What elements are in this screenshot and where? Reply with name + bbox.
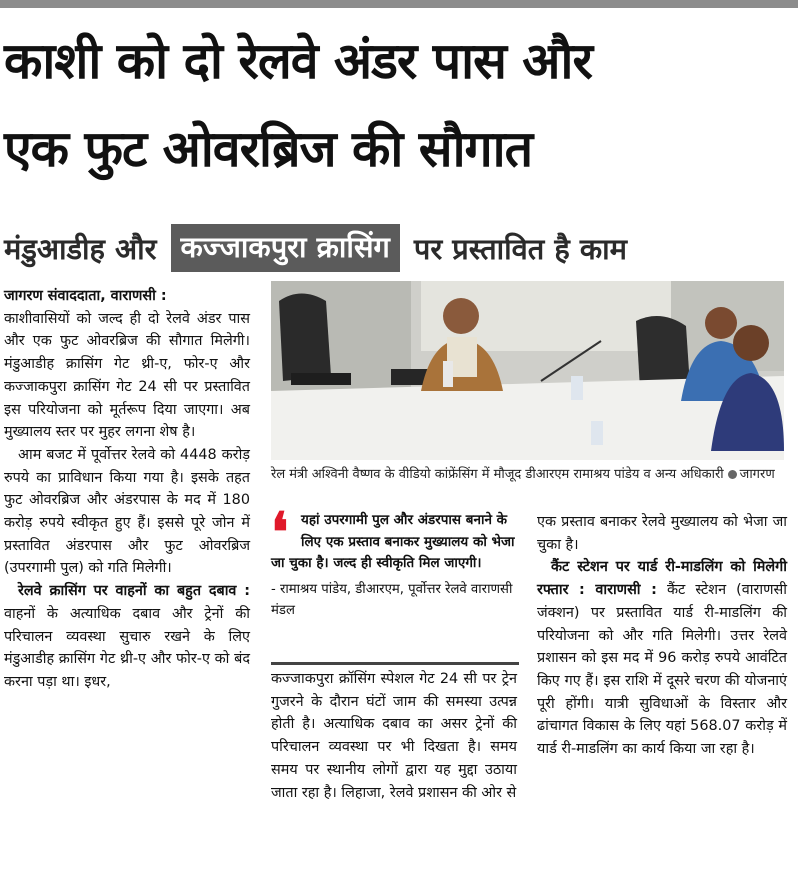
photo-caption-text: रेल मंत्री अश्विनी वैष्णव के वीडियो कांफ्रेंसिंग में मौजूद डीआरएम रामाश्रय पांडेय व अन्य अधिकारी [271,467,724,482]
col3-paragraph-2-body: कैंट स्टेशन (वाराणसी जंक्शन) पर प्रस्तावित यार्ड री-माडलिंग की परियोजना को और गति मिलेगी। उत्तर रेलवे प्रशासन को इस मद में 96 करोड़ रुपये आवंटित किए गए हैं। इस राशि में दूसरे चरण की योजनाएं पूरी होंगी। यात्री सुविधाओं के विस्तार और ढांचागत विकास के लिए यहां 568.07 करोड़ में यार्ड री-माडलिंग का कार्य किया जा रहा है। [537,582,787,758]
headline-line-2: एक फुट ओवरब्रिज की सौगात [4,120,533,178]
meeting-photo-illustration [271,281,784,460]
col1-paragraph-3-head: रेलवे क्रासिंग पर वाहनों का बहुत दबाव : [18,583,250,600]
subhead-after: पर प्रस्तावित है काम [413,231,628,266]
col3-paragraph-2 [537,556,787,760]
photo-caption [271,464,785,486]
col1-paragraph-2: आम बजट में पूर्वोत्तर रेलवे को 4448 करोड़ रुपये का प्राविधान किया गया है। इसके तहत फुट ओवरब्रिज और अंडरपास के मद में 180 करोड़ रुपये स्वीकृत हुए हैं। इससे पूरे जोन में प्रस्तावित अंडरपास और फुट ओवरब्रिज (उपरगामी पुल) को गति मिलेगी। [4,446,250,577]
quote-mark-icon: ❛ [271,500,289,564]
credit-dot-icon [728,470,737,479]
quote-divider [271,662,519,665]
byline: जागरण संवाददाता, वाराणसी : [4,288,167,304]
col3-paragraph-2-head: कैंट स्टेशन पर यार्ड री-माडलिंग को मिलेगी रफ्तार : वाराणसी : [537,559,787,599]
col1-paragraph-1: काशीवासियों को जल्द ही दो रेलवे अंडर पास और एक फुट ओवरब्रिज की सौगात मिलेगी। मंडुआडीह क्रासिंग गेट थ्री-ए, फोर-ए और कज्जाकपुरा क्रासिंग गेट 24 सी पर प्रस्तावित इस परियोजना को मूर्तरूप दिया जाएगा। अब मुख्यालय स्तर पर मुहर लगना शेष है। [4,310,250,441]
headline-line-1: काशी को दो रेलवे अंडर पास और [4,32,592,90]
pull-quote [271,500,519,622]
photo-credit: जागरण [739,467,775,482]
meeting-photo [271,281,784,460]
top-rule [0,0,798,8]
column-1 [4,285,250,694]
subhead-highlight: कज्जाकपुरा क्रासिंग [171,224,400,272]
subhead-before: मंडुआडीह और [4,231,157,266]
column-3 [537,511,787,761]
col3-paragraph-1: एक प्रस्ताव बनाकर रेलवे मुख्यालय को भेजा जा चुका है। [537,514,787,553]
col2-paragraph-1: कज्जाकपुरा क्रॉसिंग स्पेशल गेट 24 सी पर ट्रेन गुजरने के दौरान घंटों जाम की समस्या उत्पन्न होती है। अत्याधिक दबाव का असर ट्रेनों की परिचालन व्यवस्था पर भी दिखता है। समय समय पर स्थानीय लोगों द्वारा यह मुद्दा उठाया जाता रहा है। लिहाजा, रेलवे प्रशासन की ओर से [271,671,517,801]
col1-paragraph-3-body: वाहनों के अत्याधिक दबाव और ट्रेनों की परिचालन व्यवस्था सुचारु रखने के लिए मंडुआडीह क्रासिंग गेट थ्री-ए और फोर-ए को बंद करना पड़ा था। इधर, [4,605,250,690]
column-2 [271,668,517,804]
pull-quote-text: यहां उपरगामी पुल और अंडरपास बनाने के लिए एक प्रस्ताव बनाकर मुख्यालय को भेजा जा चुका है। जल्द ही स्वीकृति मिल जाएगी। [271,512,515,571]
pull-quote-attribution: - रामाश्रय पांडेय, डीआरएम, पूर्वोत्तर रेलवे वाराणसी मंडल [271,581,513,618]
col1-paragraph-3 [4,580,250,694]
subheadline [4,222,627,274]
